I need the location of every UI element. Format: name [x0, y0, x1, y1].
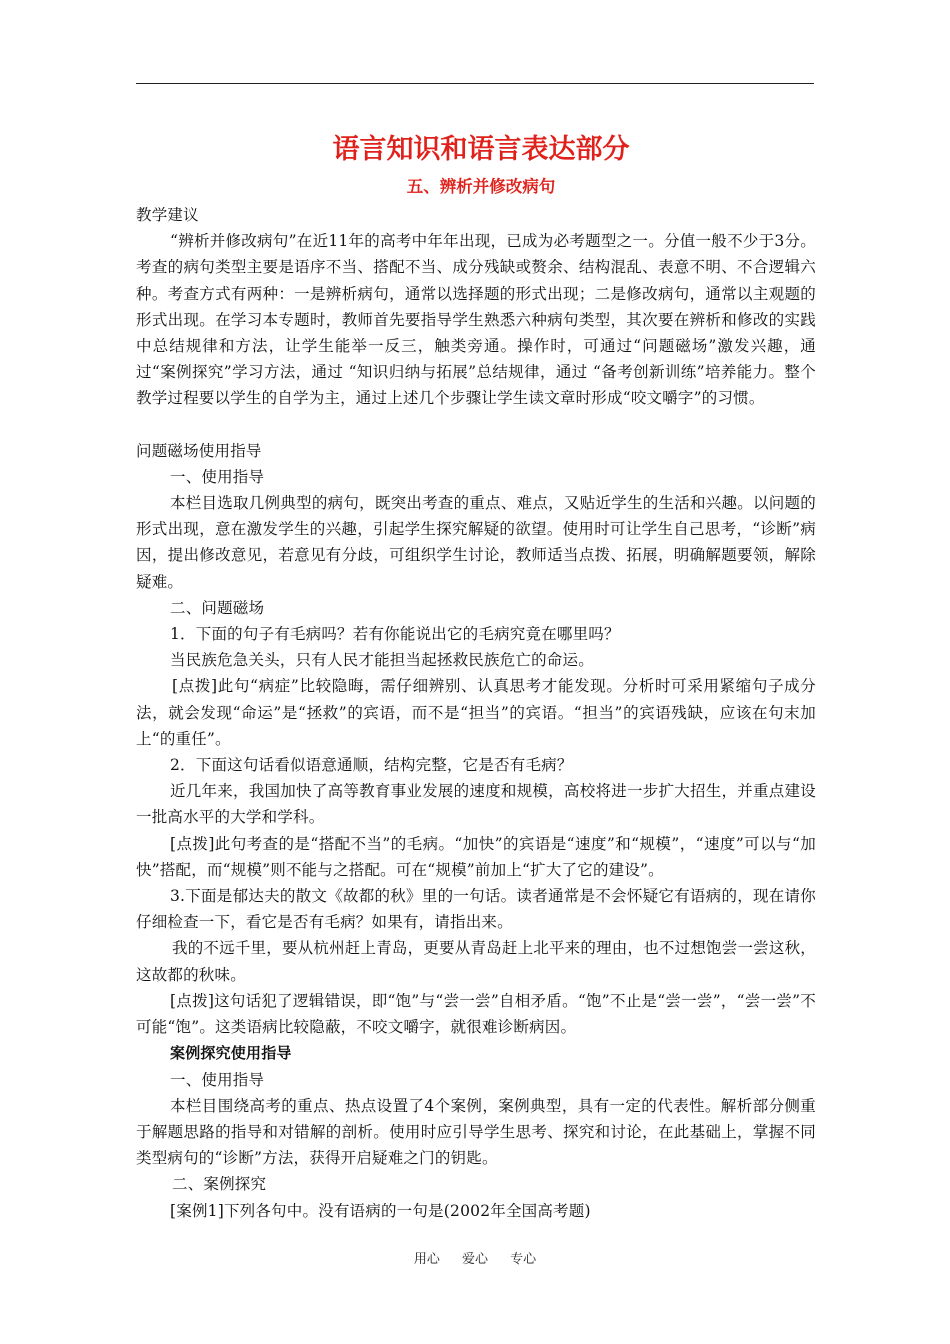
document-subtitle: 五、辨析并修改病句	[406, 177, 556, 196]
problem-sub1-heading: 一、使用指导	[170, 467, 265, 486]
question-3: 3.下面是郁达夫的散文《故都的秋》里的一句话。读者通常是不会怀疑它有语病的，现在请你仔细检查一下，看它是否有毛病？如果有，请指出来。	[136, 887, 816, 932]
document-body	[136, 128, 816, 1224]
spacer	[136, 412, 816, 438]
teaching-paragraph: “辨析并修改病句”在近11年的高考中年年出现，已成为必考题型之一。分值一般不少于3分。考查的病句类型主要是语序不当、搭配不当、成分残缺或赘余、结构混乱、表意不明、不合逻辑六种。考查方式有两种：一是辨析病句，通常以选择题的形式出现；二是修改病句，通常以主观题的形式出现。在学习本专题时，教师首先要指导学生熟悉六种病句类型，其次要在辨析和修改的实践中总结规律和方法，让学生能举一反三，触类旁通。操作时，可通过“问题磁场”激发兴趣，通过“案例探究”学习方法，通过 “知识归纳与拓展”总结规律，通过 “备考创新训练”培养能力。整个教学过程要以学生的自学为主，通过上述几个步骤让学生读文章时形成“咬文嚼字”的习惯。	[136, 232, 816, 408]
case-sub1-heading: 一、使用指导	[170, 1070, 265, 1089]
document-title: 语言知识和语言表达部分	[332, 134, 630, 165]
section-heading-problem: 问题磁场使用指导	[136, 441, 262, 460]
question-2: 2．下面这句话看似语意通顺，结构完整，它是否有毛病？	[170, 756, 573, 775]
problem-sub2-heading: 二、问题磁场	[170, 598, 265, 617]
question-2-tip: [点拨]此句考查的是“搭配不当”的毛病。“加快”的宾语是“速度”和“规模”，“速度”可以与“加快”搭配，而“规模”则不能与之搭配。可在“规模”前加上“扩大了它的建设”。	[136, 834, 816, 879]
question-1-sentence: 当民族危急关头，只有人民才能担当起拯救民族危亡的命运。	[170, 651, 594, 670]
section-heading-teaching: 教学建议	[136, 206, 199, 224]
question-2-sentence: 近几年来，我国加快了高等教育事业发展的速度和规模，高校将进一步扩大招生，并重点建设一批高水平的大学和学科。	[136, 782, 816, 827]
question-3-sentence: 我的不远千里，要从杭州赶上青岛，更要从青岛赶上北平来的理由，也不过想饱尝一尝这秋，这故都的秋味。	[136, 939, 816, 984]
question-3-tip: [点拨]这句话犯了逻辑错误，即“饱”与“尝一尝”自相矛盾。“饱”不止是“尝一尝”，“尝一尝”不可能“饱”。这类语病比较隐蔽，不咬文嚼字，就很难诊断病因。	[136, 991, 816, 1037]
case-sub1-paragraph: 本栏目围绕高考的重点、热点设置了4个案例，案例典型，具有一定的代表性。解析部分侧重于解题思路的指导和对错解的剖析。使用时应引导学生思考、探究和讨论，在此基础上，掌握不同类型病句的“诊断”方法，获得开启疑难之门的钥匙。	[136, 1096, 816, 1168]
case-1: [案例1]下列各句中。没有语病的一句是(2002年全国高考题)	[170, 1201, 591, 1220]
question-1: 1．下面的句子有毛病吗？若有你能说出它的毛病究竟在哪里吗？	[170, 625, 620, 644]
header-rule	[136, 83, 814, 84]
case-sub2-heading: 二、案例探究	[172, 1175, 267, 1194]
problem-sub1-paragraph: 本栏目选取几例典型的病句，既突出考查的重点、难点，又贴近学生的生活和兴趣。以问题的形式出现，意在激发学生的兴趣，引起学生探究解疑的欲望。使用时可让学生自己思考，“诊断”病因，提出修改意见，若意见有分歧，可组织学生讨论，教师适当点拨、拓展，明确解题要领，解除疑难。	[136, 494, 816, 591]
section-heading-case: 案例探究使用指导	[170, 1044, 292, 1063]
page-footer: 用心 爱心 专心	[413, 1252, 537, 1267]
question-1-tip: [点拨]此句“病症”比较隐晦，需仔细辨别、认真思考才能发现。分析时可采用紧缩句子成分法，就会发现“命运”是“拯救”的宾语，而不是“担当”的宾语。“担当”的宾语残缺，应该在句末加上“的重任”。	[136, 677, 816, 748]
